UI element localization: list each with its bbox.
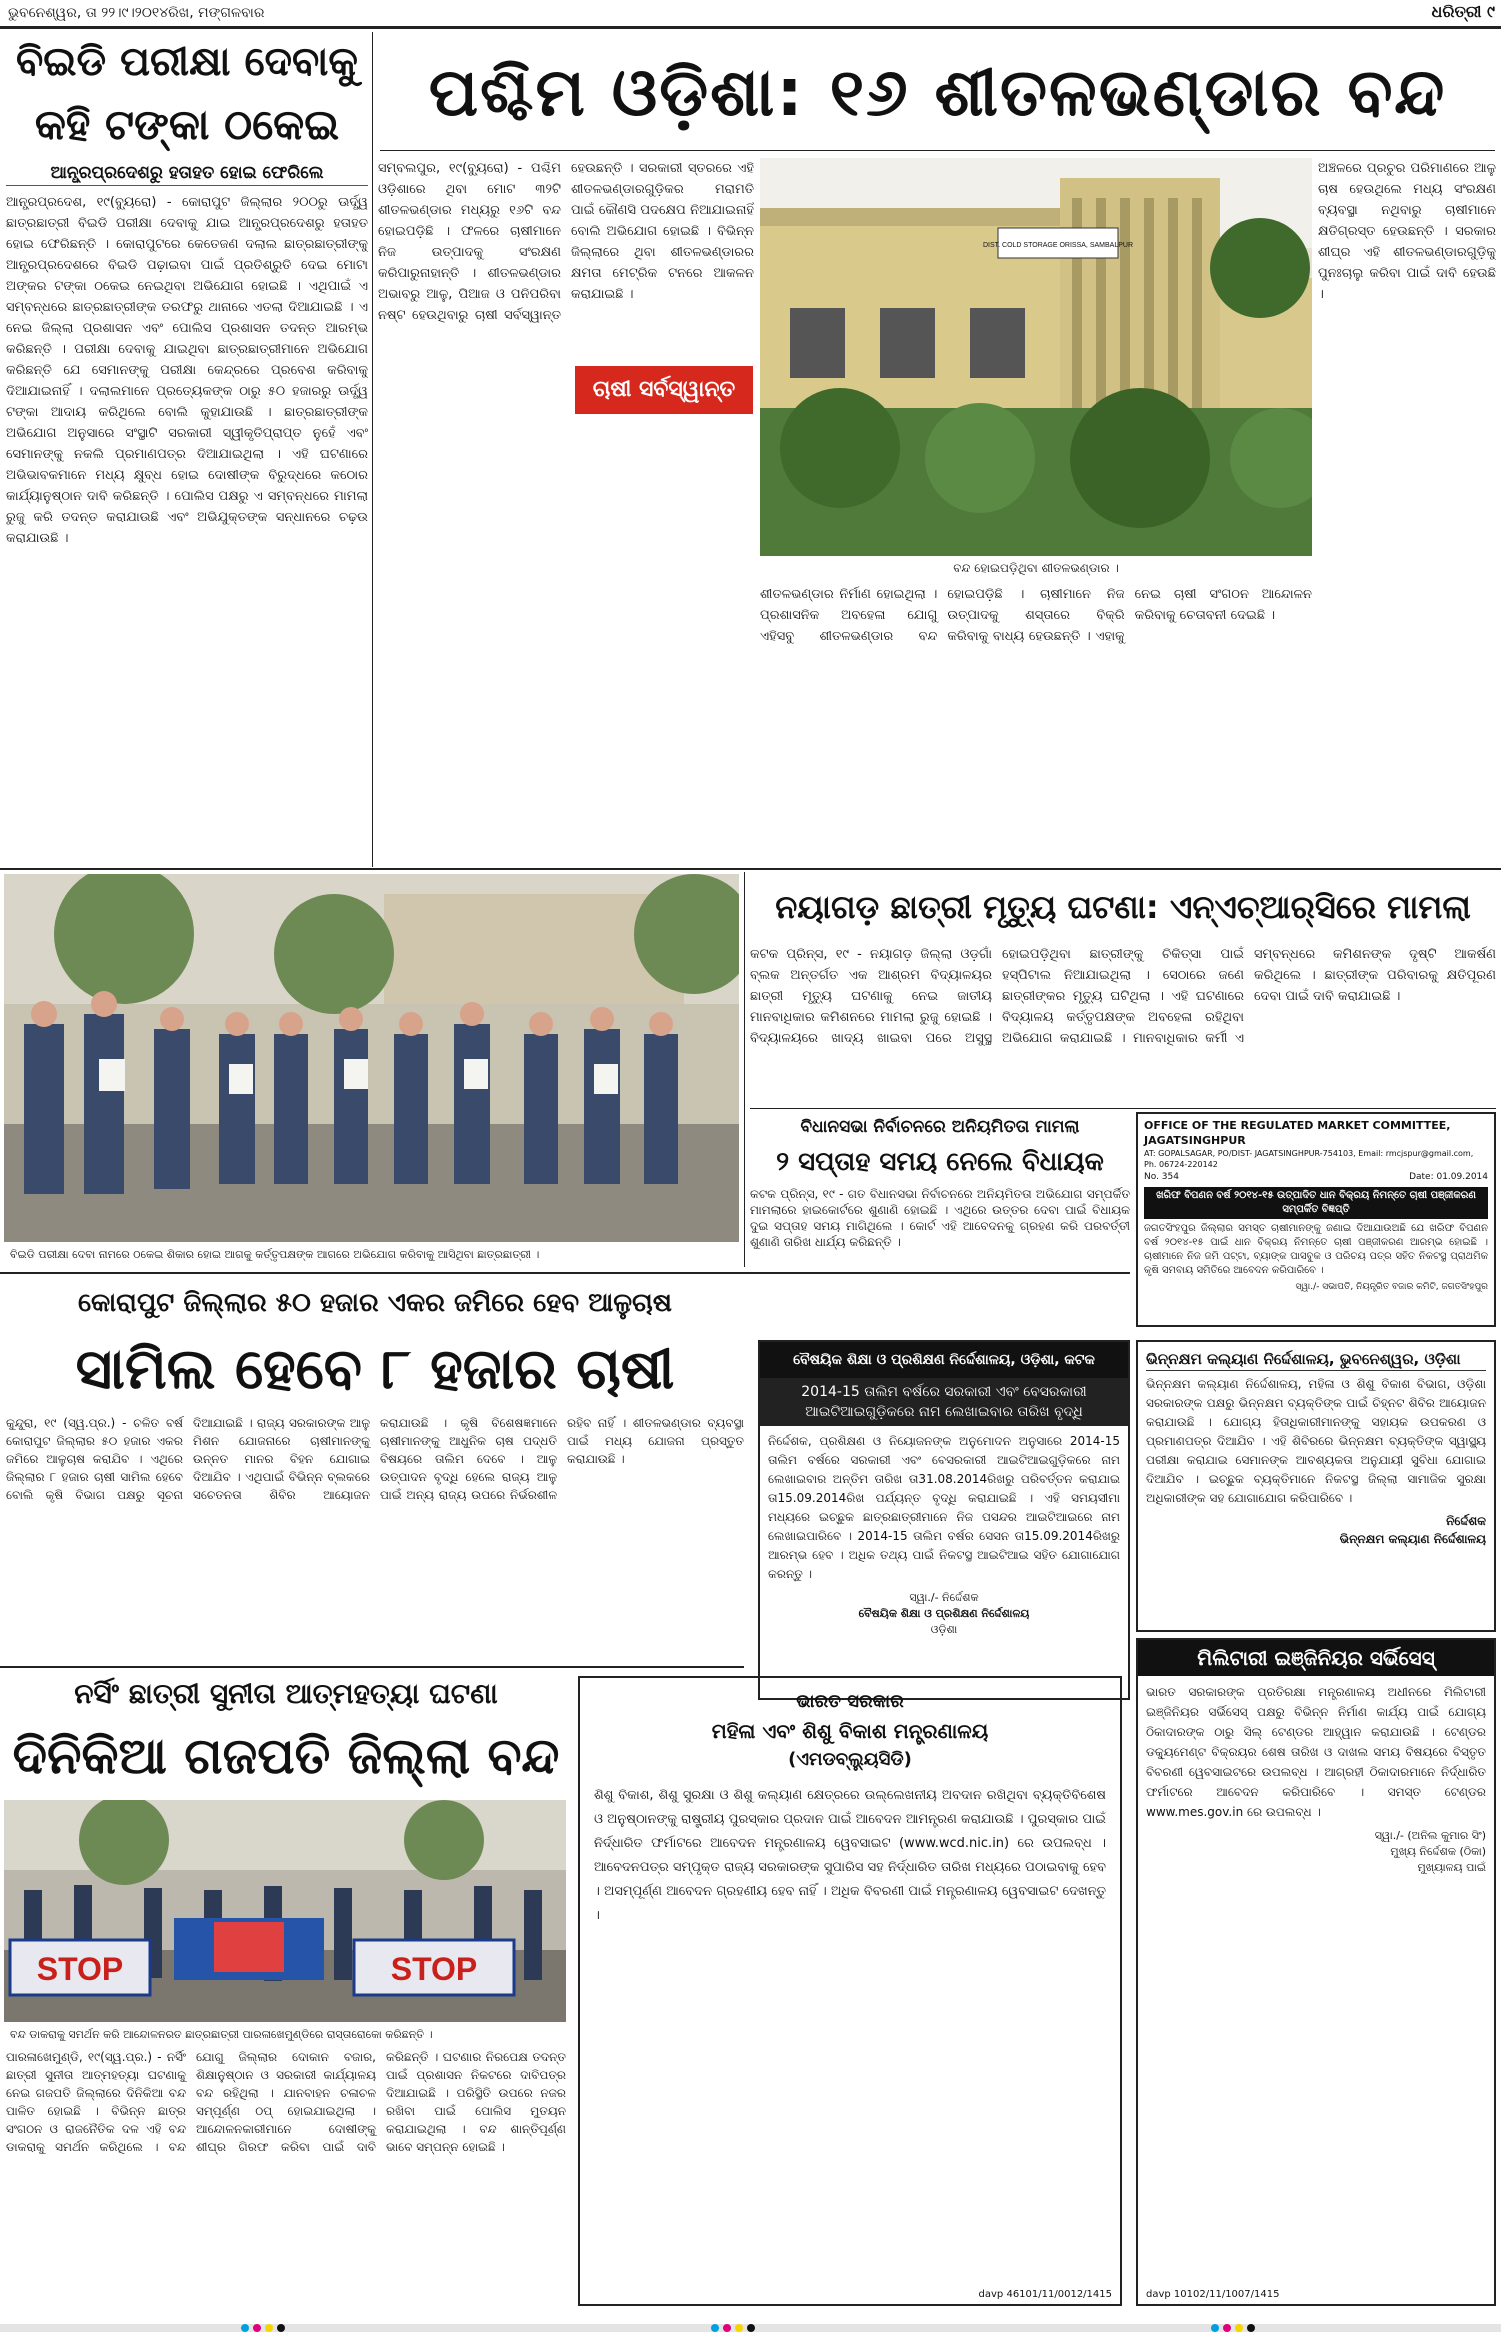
wcd-line-1: ଭାରତ ସରକାର bbox=[796, 1691, 904, 1712]
bandh-caption: ବନ୍ଦ ଡାକରାକୁ ସମର୍ଥନ କରି ଆନ୍ଦୋଳନରତ ଛାତ୍ରଛାତ୍ରୀ ପାରଳାଖେମୁଣ୍ଡିରେ ରାସ୍ତାରୋକୋ କରିଛନ୍ତି । bbox=[4, 2024, 566, 2044]
farmer-tag: ଚାଷୀ ସର୍ବସ୍ୱାନ୍ତ bbox=[575, 366, 753, 414]
mes-title: ମିଲିଟାରୀ ଇଞ୍ଜିନିୟର ସର୍ଭିସେସ୍ bbox=[1138, 1640, 1494, 1676]
disability-notice bbox=[1136, 1340, 1496, 1632]
market-title: ଖରିଫ ବିପଣନ ବର୍ଷ ୨୦୧୪-୧୫ ଉତ୍ପାଦିତ ଧାନ ବିକ୍ରୟ ନିମନ୍ତେ ଚାଷୀ ପଞ୍ଜୀକରଣ ସମ୍ପର୍କିତ ବିଜ୍ଞପ୍ତି bbox=[1144, 1187, 1488, 1219]
lead-body-col2: ଶୀତଳଭଣ୍ଡାର ନିର୍ମାଣ ହୋଇଥିଲା । ପ୍ରଶାସନିକ ଅବହେଳା ଯୋଗୁ ଏହିସବୁ ଶୀତଳଭଣ୍ଡାର ବନ୍ଦ ହୋଇପଡ଼ିଛି । ଚାଷୀମାନେ ନିଜ ଉତ୍ପାଦକୁ ଶସ୍ତାରେ ବିକ୍ରି କରିବାକୁ ବାଧ୍ୟ ହେଉଛନ୍ତି । ଏହାକୁ ନେଇ ଚାଷୀ ସଂଗଠନ ଆନ୍ଦୋଳନ କରିବାକୁ ଚେତାବନୀ ଦେଇଛି । bbox=[760, 587, 1312, 644]
disability-title: ଭିନ୍ନକ୍ଷମ କଲ୍ୟାଣ ନିର୍ଦ୍ଦେଶାଳୟ, ଭୁବନେଶ୍ୱର, ଓଡ଼ିଶା bbox=[1146, 1348, 1486, 1371]
wcd-line-2: ମହିଳା ଏବଂ ଶିଶୁ ବିକାଶ ମନ୍ତ୍ରଣାଳୟ bbox=[711, 1719, 989, 1743]
section-rule-1 bbox=[0, 868, 1501, 870]
cold-storage-caption: ବନ୍ଦ ହୋଇପଡ଼ିଥିବା ଶୀତଳଭଣ୍ଡାର । bbox=[760, 557, 1312, 579]
bed-story-body: ଆନ୍ଧ୍ରପ୍ରଦେଶ, ୧୯(ବ୍ୟୁରୋ) - କୋରାପୁଟ ଜିଲ୍ଲାର ୨୦୦ରୁ ଊର୍ଦ୍ଧ୍ୱ ଛାତ୍ରଛାତ୍ରୀ ବିଇଡି ପରୀକ୍ଷା ଦେବାକୁ ଯାଇ ଆନ୍ଧ୍ରପ୍ରଦେଶରୁ ହତାହତ ହୋଇ ଫେରିଛନ୍ତି । କୋରାପୁଟରେ କେତେଜଣ ଦଲାଲ ଛାତ୍ରଛାତ୍ରୀଙ୍କୁ ଆନ୍ଧ୍ରପ୍ରଦେଶରେ ବିଇଡି ପଢ଼ାଇବା ପାଇଁ ପ୍ରତିଶ୍ରୁତି ଦେଇ ମୋଟା ଅଙ୍କର ଟଙ୍କା ଠକେଇ ନେଇଥିବା ଅଭିଯୋଗ ହୋଇଛି । ଏଥିପାଇଁ ଏ ସମ୍ବନ୍ଧରେ ଛାତ୍ରଛାତ୍ରୀଙ୍କ ତରଫରୁ ଥାନାରେ ଏତଲା ଦିଆଯାଇଛି । ଏ ନେଇ ଜିଲ୍ଲା ପ୍ରଶାସନ ଏବଂ ପୋଲିସ ପ୍ରଶାସନ ତଦନ୍ତ ଆରମ୍ଭ କରିଛନ୍ତି । ପରୀକ୍ଷା ଦେବାକୁ ଯାଇଥିବା ଛାତ୍ରଛାତ୍ରୀମାନେ ଅଭିଯୋଗ କରିଛନ୍ତି ଯେ ସେମାନଙ୍କୁ ପରୀକ୍ଷା କେନ୍ଦ୍ରରେ ପ୍ରବେଶ କରିବାକୁ ଦିଆଯାଇନାହିଁ । ଦଲାଲମାନେ ପ୍ରତ୍ୟେକଙ୍କ ଠାରୁ ୫୦ ହଜାରରୁ ଊର୍ଦ୍ଧ୍ୱ ଟଙ୍କା ଆଦାୟ କରିଥିଲେ ବୋଲି କୁହାଯାଉଛି । ଛାତ୍ରଛାତ୍ରୀଙ୍କ ଅଭିଯୋଗ ଅନୁସାରେ ସଂସ୍ଥାଟି ସରକାରୀ ସ୍ୱୀକୃତିପ୍ରାପ୍ତ ନୁହେଁ ଏବଂ ସେମାନଙ୍କୁ ନକଲି ପ୍ରମାଣପତ୍ର ଦିଆଯାଇଥିଲା । ଏହି ଘଟଣାରେ ଅଭିଭାବକମାନେ ମଧ୍ୟ କ୍ଷୁବ୍ଧ ହୋଇ ଦୋଷୀଙ୍କ ବିରୁଦ୍ଧରେ କଠୋର କାର୍ଯ୍ୟାନୁଷ୍ଠାନ ଦାବି କରିଛନ୍ତି । ପୋଲିସ ପକ୍ଷରୁ ଏ ସମ୍ବନ୍ଧରେ ମାମଲା ରୁଜୁ କରି ତଦନ୍ତ କରାଯାଉଛି ଏବଂ ଅଭିଯୁକ୍ତଙ୍କ ସନ୍ଧାନରେ ଚଢ଼ଉ କରାଯାଉଛି । bbox=[6, 195, 368, 546]
mes-sign-2: ମୁଖ୍ୟ ନିର୍ଦ୍ଦେଶକ (ଠିକା) bbox=[1390, 1845, 1486, 1858]
market-letter-no: No. 354 bbox=[1144, 1172, 1179, 1182]
cold-storage-sign: DIST. COLD STORAGE ORISSA, SAMBALPUR bbox=[982, 242, 1134, 249]
nayagarh-headline: ନୟାଗଡ଼ ଛାତ୍ରୀ ମୃତ୍ୟୁ ଘଟଣା: ଏନ୍‌ଏଚ୍‌ଆର୍‌ସିରେ ମାମଲା bbox=[775, 888, 1471, 926]
wcd-line-3: (ଏମଡବ୍ଲ୍ୟୁସିଡି) bbox=[788, 1749, 912, 1770]
page-number: ୯ bbox=[1487, 2, 1495, 21]
lead-body-col3: ଅଞ୍ଚଳରେ ପ୍ରଚୁର ପରିମାଣରେ ଆଳୁ ଚାଷ ହେଉଥିଲେ ମଧ୍ୟ ସଂରକ୍ଷଣ ବ୍ୟବସ୍ଥା ନଥିବାରୁ ଚାଷୀମାନେ କ୍ଷତିଗ୍ରସ୍ତ ହେଉଛନ୍ତି । ସରକାର ଶୀଘ୍ର ଏହି ଶୀତଳଭଣ୍ଡାରଗୁଡ଼ିକୁ ପୁନଃଚାଲୁ କରିବା ପାଇଁ ଦାବି ହେଉଛି । bbox=[1318, 161, 1496, 302]
vocational-title: ବୈଷୟିକ ଶିକ୍ଷା ଓ ପ୍ରଶିକ୍ଷଣ ନିର୍ଦ୍ଦେଶାଳୟ, ଓଡ଼ିଶା, କଟକ bbox=[760, 1342, 1128, 1378]
protest-caption: ବିଇଡି ପରୀକ୍ଷା ଦେବା ନାମରେ ଠକେଇ ଶିକାର ହୋଇ ଆଗକୁ କର୍ତ୍ତୃପକ୍ଷଙ୍କ ଆଗରେ ଅଭିଯୋଗ କରିବାକୁ ଆସିଥିବା ଛାତ୍ରଛାତ୍ରୀ । bbox=[4, 1244, 739, 1266]
market-notice bbox=[1136, 1112, 1496, 1327]
market-body: ଜଗତସିଂହପୁର ଜିଲ୍ଲାର ସମସ୍ତ ଚାଷୀମାନଙ୍କୁ ଜଣାଇ ଦିଆଯାଉଅଛି ଯେ ଖରିଫ ବିପଣନ ବର୍ଷ ୨୦୧୪-୧୫ ପାଇଁ ଧାନ ବିକ୍ରୟ ନିମନ୍ତେ ଚାଷୀ ପଞ୍ଜୀକରଣ ଆରମ୍ଭ ହୋଇଛି । ଚାଷୀମାନେ ନିଜ ଜମି ପଟ୍ଟା, ବ୍ୟାଙ୍କ ପାସବୁକ ଓ ପରିଚୟ ପତ୍ର ସହିତ ନିକଟସ୍ଥ ପ୍ରାଥମିକ କୃଷି ସମବାୟ ସମିତିରେ ଆବେଦନ କରିପାରିବେ । bbox=[1144, 1223, 1488, 1276]
potato-kicker: କୋରାପୁଟ ଜିଲ୍ଲାର ୫୦ ହଜାର ଏକର ଜମିରେ ହେବ ଆଳୁଚାଷ bbox=[78, 1288, 672, 1318]
section-rule-3 bbox=[0, 1666, 744, 1668]
potato-headline: ସାମିଲ ହେବେ ୮ ହଜାର ଚାଷୀ bbox=[75, 1337, 675, 1402]
masthead-rule bbox=[0, 26, 1501, 29]
potato-body: କୁନ୍ଦୁରା, ୧୯ (ସ୍ୱ.ପ୍ର.) - ଚଳିତ ବର୍ଷ କୋରାପୁଟ ଜିଲ୍ଲାର ୫୦ ହଜାର ଏକର ଜମିରେ ଆଳୁଚାଷ କରାଯିବ । ଏଥିରେ ଜିଲ୍ଲାର ୮ ହଜାର ଚାଷୀ ସାମିଲ ହେବେ ବୋଲି କୃଷି ବିଭାଗ ପକ୍ଷରୁ ସୂଚନା ଦିଆଯାଇଛି । ରାଜ୍ୟ ସରକାରଙ୍କ ଆଳୁ ମିଶନ ଯୋଜନାରେ ଚାଷୀମାନଙ୍କୁ ଉନ୍ନତ ମାନର ବିହନ ଯୋଗାଇ ଦିଆଯିବ । ଏଥିପାଇଁ ବିଭିନ୍ନ ବ୍ଲକରେ ସଚେତନତା ଶିବିର ଆୟୋଜନ କରାଯାଉଛି । କୃଷି ବିଶେଷଜ୍ଞମାନେ ଚାଷୀମାନଙ୍କୁ ଆଧୁନିକ ଚାଷ ପଦ୍ଧତି ବିଷୟରେ ତାଲିମ ଦେବେ । ଆଳୁ ଉତ୍ପାଦନ ବୃଦ୍ଧି ହେଲେ ରାଜ୍ୟ ଆଳୁ ପାଇଁ ଅନ୍ୟ ରାଜ୍ୟ ଉପରେ ନିର୍ଭରଶୀଳ ରହିବ ନାହିଁ । ଶୀତଳଭଣ୍ଡାର ବ୍ୟବସ୍ଥା ପାଇଁ ମଧ୍ୟ ଯୋଜନା ପ୍ରସ୍ତୁତ କରାଯାଉଛି । bbox=[6, 1416, 744, 1502]
col-divider-1 bbox=[372, 32, 373, 867]
mes-body: ଭାରତ ସରକାରଙ୍କ ପ୍ରତିରକ୍ଷା ମନ୍ତ୍ରଣାଳୟ ଅଧୀନରେ ମିଲିଟାରୀ ଇଞ୍ଜିନିୟର ସର୍ଭିସେସ୍ ପକ୍ଷରୁ ବିଭିନ୍ନ ନିର୍ମାଣ କାର୍ଯ୍ୟ ପାଇଁ ଯୋଗ୍ୟ ଠିକାଦାରଙ୍କ ଠାରୁ ସିଲ୍ ଟେଣ୍ଡର ଆହ୍ୱାନ କରାଯାଉଛି । ଟେଣ୍ଡର ଡକ୍ୟୁମେଣ୍ଟ ବିକ୍ରୟର ଶେଷ ତାରିଖ ଓ ଦାଖଲ ସମୟ ବିଷୟରେ ବିସ୍ତୃତ ବିବରଣୀ ୱେବସାଇଟରେ ଉପଲବ୍ଧ । ଆଗ୍ରହୀ ଠିକାଦାରମାନେ ନିର୍ଦ୍ଧାରିତ ଫର୍ମାଟରେ ଆବେଦନ କରିପାରିବେ । ସମସ୍ତ ଟେଣ୍ଡର www.mes.gov.in ରେ ଉପଲବ୍ଧ । bbox=[1146, 1685, 1486, 1819]
vocational-sub: 2014-15 ତାଲିମ ବର୍ଷରେ ସରକାରୀ ଏବଂ ବେସରକାରୀ ଆଇଟିଆଇଗୁଡ଼ିକରେ ନାମ ଲେଖାଇବାର ତାରିଖ ବୃଦ୍ଧି bbox=[760, 1378, 1128, 1426]
vocational-signature bbox=[760, 1590, 1128, 1638]
mes-notice bbox=[1136, 1638, 1496, 2306]
bed-subhead: ଆନ୍ଧ୍ରପ୍ରଦେଶରୁ ହତାହତ ହୋଇ ଫେରିଲେ bbox=[6, 160, 368, 186]
vocational-body: ନିର୍ଦ୍ଦେଶକ, ପ୍ରଶିକ୍ଷଣ ଓ ନିୟୋଜନଙ୍କ ଅନୁମୋଦନ ଅନୁସାରେ 2014-15 ତାଲିମ ବର୍ଷରେ ସରକାରୀ ଏବଂ ବେସରକାରୀ ଆଇଟିଆଇଗୁଡ଼ିକରେ ନାମ ଲେଖାଇବାର ଅନ୍ତିମ ତାରିଖ ତା31.08.2014ରିଖରୁ ପରିବର୍ତ୍ତନ କରାଯାଇ ତା15.09.2014ରିଖ ପର୍ଯ୍ୟନ୍ତ ବୃଦ୍ଧି କରାଯାଇଛି । ଏହି ସମୟସୀମା ମଧ୍ୟରେ ଇଚ୍ଛୁକ ଛାତ୍ରଛାତ୍ରୀମାନେ ନିଜ ପସନ୍ଦର ଆଇଟିଆଇରେ ନାମ ଲେଖାଇପାରିବେ । 2014-15 ତାଲିମ ବର୍ଷର ସେସନ ତା15.09.2014ରିଖରୁ ଆରମ୍ଭ ହେବ । ଅଧିକ ତଥ୍ୟ ପାଇଁ ନିକଟସ୍ଥ ଆଇଟିଆଇ ସହିତ ଯୋଗାଯୋଗ କରନ୍ତୁ । bbox=[768, 1434, 1120, 1581]
gajapati-kicker: ନର୍ସିଂ ଛାତ୍ରୀ ସୁନୀତା ଆତ୍ମହତ୍ୟା ଘଟଣା bbox=[74, 1677, 498, 1710]
vocational-sign-2: ବୈଷୟିକ ଶିକ୍ଷା ଓ ପ୍ରଶିକ୍ଷଣ ନିର୍ଦ୍ଦେଶାଳୟ bbox=[858, 1607, 1030, 1620]
wcd-body: ଶିଶୁ ବିକାଶ, ଶିଶୁ ସୁରକ୍ଷା ଓ ଶିଶୁ କଲ୍ୟାଣ କ୍ଷେତ୍ରରେ ଉଲ୍ଲେଖନୀୟ ଅବଦାନ ରଖିଥିବା ବ୍ୟକ୍ତିବିଶେଷ ଓ ଅନୁଷ୍ଠାନଙ୍କୁ ରାଷ୍ଟ୍ରୀୟ ପୁରସ୍କାର ପ୍ରଦାନ ପାଇଁ ଆବେଦନ ଆମନ୍ତ୍ରଣ କରାଯାଉଛି । ପୁରସ୍କାର ପାଇଁ ନିର୍ଦ୍ଧାରିତ ଫର୍ମାଟରେ ଆବେଦନ ମନ୍ତ୍ରଣାଳୟ ୱେବସାଇଟ (www.wcd.nic.in) ରେ ଉପଲବ୍ଧ । ଆବେଦନପତ୍ର ସମ୍ପୃକ୍ତ ରାଜ୍ୟ ସରକାରଙ୍କ ସୁପାରିସ ସହ ନିର୍ଦ୍ଧାରିତ ତାରିଖ ମଧ୍ୟରେ ପଠାଇବାକୁ ହେବ । ଅସମ୍ପୂର୍ଣ୍ଣ ଆବେଦନ ଗ୍ରହଣୀୟ ହେବ ନାହିଁ । ଅଧିକ ବିବରଣୀ ପାଇଁ ମନ୍ତ୍ରଣାଳୟ ୱେବସାଇଟ ଦେଖନ୍ତୁ । bbox=[594, 1788, 1106, 1923]
bed-headline-1: ବିଇଡି ପରୀକ୍ଷା ଦେବାକୁ bbox=[16, 39, 358, 85]
section-rule-2 bbox=[0, 1272, 1130, 1274]
assembly-headline: ୨ ସପ୍ତାହ ସମୟ ନେଲେ ବିଧାୟକ bbox=[776, 1147, 1104, 1177]
lead-body-col1: ସମ୍ବଲପୁର, ୧୯(ବ୍ୟୁରୋ) - ପଶ୍ଚିମ ଓଡ଼ିଶାରେ ଥିବା ମୋଟ ୩୨ଟି ଶୀତଳଭଣ୍ଡାର ମଧ୍ୟରୁ ୧୬ଟି ବନ୍ଦ ହୋଇପଡ଼ିଛି । ଫଳରେ ଚାଷୀମାନେ ନିଜ ଉତ୍ପାଦକୁ ସଂରକ୍ଷଣ କରିପାରୁନାହାନ୍ତି । ଶୀତଳଭଣ୍ଡାର ଅଭାବରୁ ଆଳୁ, ପିଆଜ ଓ ପନିପରିବା ନଷ୍ଟ ହେଉଥିବାରୁ ଚାଷୀ ସର୍ବସ୍ୱାନ୍ତ ହେଉଛନ୍ତି । ସରକାରୀ ସ୍ତରରେ ଏହି ଶୀତଳଭଣ୍ଡାରଗୁଡ଼ିକର ମରାମତି ପାଇଁ କୌଣସି ପଦକ୍ଷେପ ନିଆଯାଇନାହିଁ ବୋଲି ଅଭିଯୋଗ ହୋଇଛି । ବିଭିନ୍ନ ଜିଲ୍ଲାରେ ଥିବା ଶୀତଳଭଣ୍ଡାରର କ୍ଷମତା ମେଟ୍ରିକ ଟନରେ ଆକଳନ କରାଯାଇଛି । bbox=[378, 161, 754, 323]
vocational-sign-3: ଓଡ଼ିଶା bbox=[930, 1623, 958, 1636]
protest-photo bbox=[4, 874, 739, 1242]
market-signature: ସ୍ୱା./- ସଭାପତି, ନିୟନ୍ତ୍ରିତ ବଜାର କମିଟି, ଜଗତସିଂହପୁର bbox=[1295, 1282, 1488, 1292]
stop-banner-1: STOP bbox=[36, 1951, 124, 1987]
registration-marks-svg bbox=[0, 2318, 1501, 2339]
market-office: OFFICE OF THE REGULATED MARKET COMMITTEE, JAGATSINGHPUR bbox=[1144, 1119, 1451, 1147]
protest-illustration bbox=[4, 874, 739, 1242]
assembly-kicker: ବିଧାନସଭା ନିର୍ବାଚନରେ ଅନିୟମିତତା ମାମଲା bbox=[800, 1117, 1080, 1137]
market-date: Date: 01.09.2014 bbox=[1409, 1172, 1488, 1182]
disability-body: ଭିନ୍ନକ୍ଷମ କଲ୍ୟାଣ ନିର୍ଦ୍ଦେଶାଳୟ, ମହିଳା ଓ ଶିଶୁ ବିକାଶ ବିଭାଗ, ଓଡ଼ିଶା ସରକାରଙ୍କ ପକ୍ଷରୁ ଭିନ୍ନକ୍ଷମ ବ୍ୟକ୍ତିଙ୍କ ପାଇଁ ଚିହ୍ନଟ ଶିବିର ଆୟୋଜନ କରାଯାଉଛି । ଯୋଗ୍ୟ ହିତାଧିକାରୀମାନଙ୍କୁ ସହାୟକ ଉପକରଣ ଓ ପ୍ରମାଣପତ୍ର ଦିଆଯିବ । ଏହି ଶିବିରରେ ଭିନ୍ନକ୍ଷମ ବ୍ୟକ୍ତିଙ୍କ ସ୍ୱାସ୍ଥ୍ୟ ପରୀକ୍ଷା କରାଯାଇ ସେମାନଙ୍କ ଆବଶ୍ୟକତା ଅନୁଯାୟୀ ସୁବିଧା ଯୋଗାଇ ଦିଆଯିବ । ଇଚ୍ଛୁକ ବ୍ୟକ୍ତିମାନେ ନିକଟସ୍ଥ ଜିଲ୍ଲା ସାମାଜିକ ସୁରକ୍ଷା ଅଧିକାରୀଙ୍କ ସହ ଯୋଗାଯୋଗ କରିପାରିବେ । bbox=[1146, 1377, 1486, 1505]
disability-sign-1: ନିର୍ଦ୍ଦେଶକ bbox=[1446, 1514, 1486, 1528]
assembly-body: କଟକ ପ୍ରିନ୍ସ, ୧୯ - ଗତ ବିଧାନସଭା ନିର୍ବାଚନରେ ଅନିୟମିତତା ଅଭିଯୋଗ ସମ୍ପର୍କିତ ମାମଲାରେ ହାଇକୋର୍ଟରେ ଶୁଣାଣି ହୋଇଛି । ଏଥିରେ ଉତ୍ତର ଦେବା ପାଇଁ ବିଧାୟକ ଦୁଇ ସପ୍ତାହ ସମୟ ମାଗିଥିଲେ । କୋର୍ଟ ଏହି ଆବେଦନକୁ ଗ୍ରହଣ କରି ପରବର୍ତ୍ତୀ ଶୁଣାଣି ତାରିଖ ଧାର୍ଯ୍ୟ କରିଛନ୍ତି । bbox=[750, 1187, 1130, 1249]
disability-sign-2: ଭିନ୍ନକ୍ଷମ କଲ୍ୟାଣ ନିର୍ଦ୍ଦେଶାଳୟ bbox=[1339, 1532, 1486, 1546]
bandh-illustration bbox=[4, 1800, 566, 2022]
paper-name bbox=[1380, 0, 1495, 24]
gajapati-body: ପାରଳାଖେମୁଣ୍ଡି, ୧୯(ସ୍ୱ.ପ୍ର.) - ନର୍ସିଂ ଛାତ୍ରୀ ସୁନୀତା ଆତ୍ମହତ୍ୟା ଘଟଣାକୁ ନେଇ ଗଜପତି ଜିଲ୍ଲାରେ ଦିନିକିଆ ବନ୍ଦ ପାଳିତ ହୋଇଛି । ବିଭିନ୍ନ ଛାତ୍ର ସଂଗଠନ ଓ ରାଜନୈତିକ ଦଳ ଏହି ବନ୍ଦ ଡାକରାକୁ ସମର୍ଥନ କରିଥିଲେ । ବନ୍ଦ ଯୋଗୁ ଜିଲ୍ଲାର ଦୋକାନ ବଜାର, ଶିକ୍ଷାନୁଷ୍ଠାନ ଓ ସରକାରୀ କାର୍ଯ୍ୟାଳୟ ବନ୍ଦ ରହିଥିଲା । ଯାନବାହନ ଚଳାଚଳ ସମ୍ପୂର୍ଣ୍ଣ ଠପ୍ ହୋଇଯାଇଥିଲା । ଆନ୍ଦୋଳନକାରୀମାନେ ଦୋଷୀଙ୍କୁ ଶୀଘ୍ର ଗିରଫ କରିବା ପାଇଁ ଦାବି କରିଛନ୍ତି । ଘଟଣାର ନିରପେକ୍ଷ ତଦନ୍ତ ପାଇଁ ପ୍ରଶାସନ ନିକଟରେ ଦାବିପତ୍ର ଦିଆଯାଇଛି । ପରିସ୍ଥିତି ଉପରେ ନଜର ରଖିବା ପାଇଁ ପୋଲିସ ମୁତୟନ କରାଯାଇଥିଲା । ବନ୍ଦ ଶାନ୍ତିପୂର୍ଣ୍ଣ ଭାବେ ସମ୍ପନ୍ନ ହୋଇଛି । bbox=[6, 2050, 566, 2154]
market-ref-row bbox=[1144, 1170, 1488, 1184]
cold-storage-photo bbox=[760, 158, 1312, 556]
disability-signature bbox=[1146, 1512, 1486, 1548]
vocational-sign-1: ସ୍ୱା./- ନିର୍ଦ୍ଦେଶକ bbox=[909, 1591, 979, 1604]
lead-rule bbox=[380, 150, 1495, 151]
mid-rule bbox=[750, 1108, 1496, 1109]
gajapati-headline: ଦିନିକିଆ ଗଜପତି ଜିଲ୍ଲା ବନ୍ଦ bbox=[12, 1727, 560, 1785]
registration-marks bbox=[0, 2318, 1501, 2339]
bed-headline-2: କହି ଟଙ୍କା ଠକେଇ bbox=[34, 100, 340, 149]
vocational-notice bbox=[758, 1340, 1130, 1700]
bandh-photo bbox=[4, 1800, 566, 2022]
col-divider-2 bbox=[744, 872, 745, 1267]
lead-headline: ପଶ୍ଚିମ ଓଡ଼ିଶା: ୧୬ ଶୀତଳଭଣ୍ଡାର ବନ୍ଦ bbox=[428, 54, 1447, 131]
mes-code: davp 10102/11/1007/1415 bbox=[1146, 2289, 1280, 2300]
nayagarh-body: କଟକ ପ୍ରିନ୍ସ, ୧୯ - ନୟାଗଡ଼ ଜିଲ୍ଲା ଓଡ଼ଗାଁ ବ୍ଲକ ଅନ୍ତର୍ଗତ ଏକ ଆଶ୍ରମ ବିଦ୍ୟାଳୟର ଛାତ୍ରୀ ମୃତ୍ୟୁ ଘଟଣାକୁ ନେଇ ଜାତୀୟ ମାନବାଧିକାର କମିଶନରେ ମାମଲା ରୁଜୁ ହୋଇଛି । ବିଦ୍ୟାଳୟରେ ଖାଦ୍ୟ ଖାଇବା ପରେ ଅସୁସ୍ଥ ହୋଇପଡ଼ିଥିବା ଛାତ୍ରୀଙ୍କୁ ଚିକିତ୍ସା ପାଇଁ ହସ୍ପିଟାଲ ନିଆଯାଇଥିଲା । ସେଠାରେ ଜଣେ ଛାତ୍ରୀଙ୍କର ମୃତ୍ୟୁ ଘଟିଥିଲା । ଏହି ଘଟଣାରେ ବିଦ୍ୟାଳୟ କର୍ତ୍ତୃପକ୍ଷଙ୍କ ଅବହେଳା ରହିଥିବା ଅଭିଯୋଗ କରାଯାଇଛି । ମାନବାଧିକାର କର୍ମୀ ଏ ସମ୍ବନ୍ଧରେ କମିଶନଙ୍କ ଦୃଷ୍ଟି ଆକର୍ଷଣ କରିଥିଲେ । ଛାତ୍ରୀଙ୍କ ପରିବାରକୁ କ୍ଷତିପୂରଣ ଦେବା ପାଇଁ ଦାବି କରାଯାଇଛି । bbox=[750, 947, 1496, 1046]
dateline: ଭୁବନେଶ୍ୱର, ତା ୨୨।୯।୨୦୧୪ରିଖ, ମଙ୍ଗଳବାର bbox=[8, 5, 265, 21]
paper-name-text: ଧରିତ୍ରୀ bbox=[1431, 2, 1482, 21]
stop-banner-2: STOP bbox=[390, 1951, 478, 1987]
wcd-code: davp 46101/11/0012/1415 bbox=[978, 2289, 1112, 2300]
market-address: AT: GOPALSAGAR, PO/DIST- JAGATSINGHPUR-754103, Email: rmcjspur@gmail.com, Ph. 06724-220142 bbox=[1144, 1149, 1474, 1169]
mes-sign-3: ମୁଖ୍ୟାଳୟ ପାଇଁ bbox=[1417, 1861, 1486, 1874]
wcd-notice bbox=[578, 1676, 1122, 2306]
cold-storage-illustration bbox=[760, 158, 1312, 556]
mes-signature bbox=[1138, 1828, 1494, 1876]
mes-sign-1: ସ୍ୱା./- (ଅନିଲ କୁମାର ସିଂ) bbox=[1374, 1829, 1486, 1842]
